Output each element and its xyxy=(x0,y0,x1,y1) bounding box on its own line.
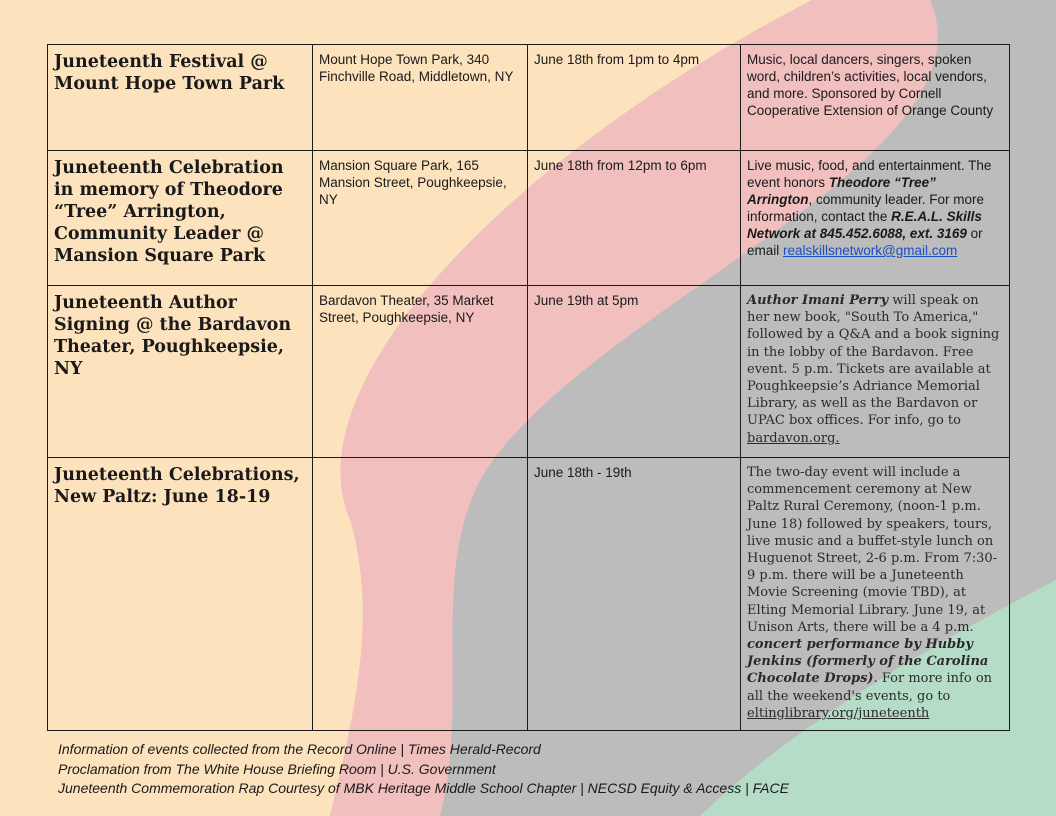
event-date: June 18th from 12pm to 6pm xyxy=(528,151,741,286)
event-description xyxy=(741,151,1010,286)
event-title: Juneteenth Celebration in memory of Theodore “Tree” Arrington, Community Leader @ Mansion Square Park xyxy=(48,151,313,286)
event-location xyxy=(313,458,528,731)
author-name: Author Imani Perry xyxy=(747,293,889,308)
website-link[interactable]: eltinglibrary.org/juneteenth xyxy=(747,705,930,721)
event-description xyxy=(741,286,1010,458)
event-location: Mansion Square Park, 165 Mansion Street, Poughkeepsie, NY xyxy=(313,151,528,286)
event-title: Juneteenth Festival @ Mount Hope Town Park xyxy=(48,45,313,151)
desc-text: or email xyxy=(747,226,983,258)
table-row xyxy=(48,458,1010,731)
event-location: Mount Hope Town Park, 340 Finchville Road, Middletown, NY xyxy=(313,45,528,151)
desc-text: will speak on her new book, "South To America," followed by a Q&A and a book signing in the lobby of the Bardavon. Free event. 5 p.m. Tickets are available at Poughkeepsie’s Adriance Memorial Library, as well as the Bardavon or UPAC box offices. For info, go to xyxy=(747,293,1000,429)
table-row xyxy=(48,286,1010,458)
events-table xyxy=(47,44,1010,731)
credit-line: Proclamation from The White House Briefing Room | U.S. Government xyxy=(58,760,496,777)
desc-text: , community leader. For more information, contact the xyxy=(747,192,985,224)
event-date: June 19th at 5pm xyxy=(528,286,741,458)
event-description xyxy=(741,458,1010,731)
honoree-name: Theodore “Tree” Arrington xyxy=(747,175,936,207)
contact-info: R.E.A.L. Skills Network at 845.452.6088, ext. 3169 xyxy=(747,209,982,241)
event-date: June 18th from 1pm to 4pm xyxy=(528,45,741,151)
table-row xyxy=(48,45,1010,151)
email-link[interactable]: realskillsnetwork@gmail.com xyxy=(783,243,958,258)
event-location: Bardavon Theater, 35 Market Street, Poughkeepsie, NY xyxy=(313,286,528,458)
event-date: June 18th - 19th xyxy=(528,458,741,731)
table-row xyxy=(48,151,1010,286)
event-description: Music, local dancers, singers, spoken word, children’s activities, local vendors, and more. Sponsored by Cornell Cooperative Extension of Orange County xyxy=(741,45,1010,151)
desc-text: . For more info on all the weekend's events, go to xyxy=(747,671,993,704)
performer-info: concert performance by Hubby Jenkins (formerly of the Carolina Chocolate Drops) xyxy=(747,637,989,687)
event-title: Juneteenth Author Signing @ the Bardavon Theater, Poughkeepsie, NY xyxy=(48,286,313,458)
footer-credits xyxy=(58,740,789,799)
event-title: Juneteenth Celebrations, New Paltz: June 18-19 xyxy=(48,458,313,731)
website-link[interactable]: bardavon.org. xyxy=(747,430,840,446)
desc-text: Live music, food, and entertainment. The event honors xyxy=(747,158,992,190)
desc-text: The two-day event will include a commencement ceremony at New Paltz Rural Ceremony, (noon-1 p.m. June 18) followed by speakers, tours, live music and a buffet-style lunch on Huguenot Street, 2-6 p.m. From 7:30-9 p.m. there will be a Juneteenth Movie Screening (movie TBD), at Elting Memorial Library. June 19, at Unison Arts, there will be a 4 p.m. xyxy=(747,465,998,635)
credit-line: Juneteenth Commemoration Rap Courtesy of MBK Heritage Middle School Chapter | NECSD Equity & Access | FACE xyxy=(58,780,789,796)
credit-line: Information of events collected from the Record Online | Times Herald-Record xyxy=(58,741,541,757)
